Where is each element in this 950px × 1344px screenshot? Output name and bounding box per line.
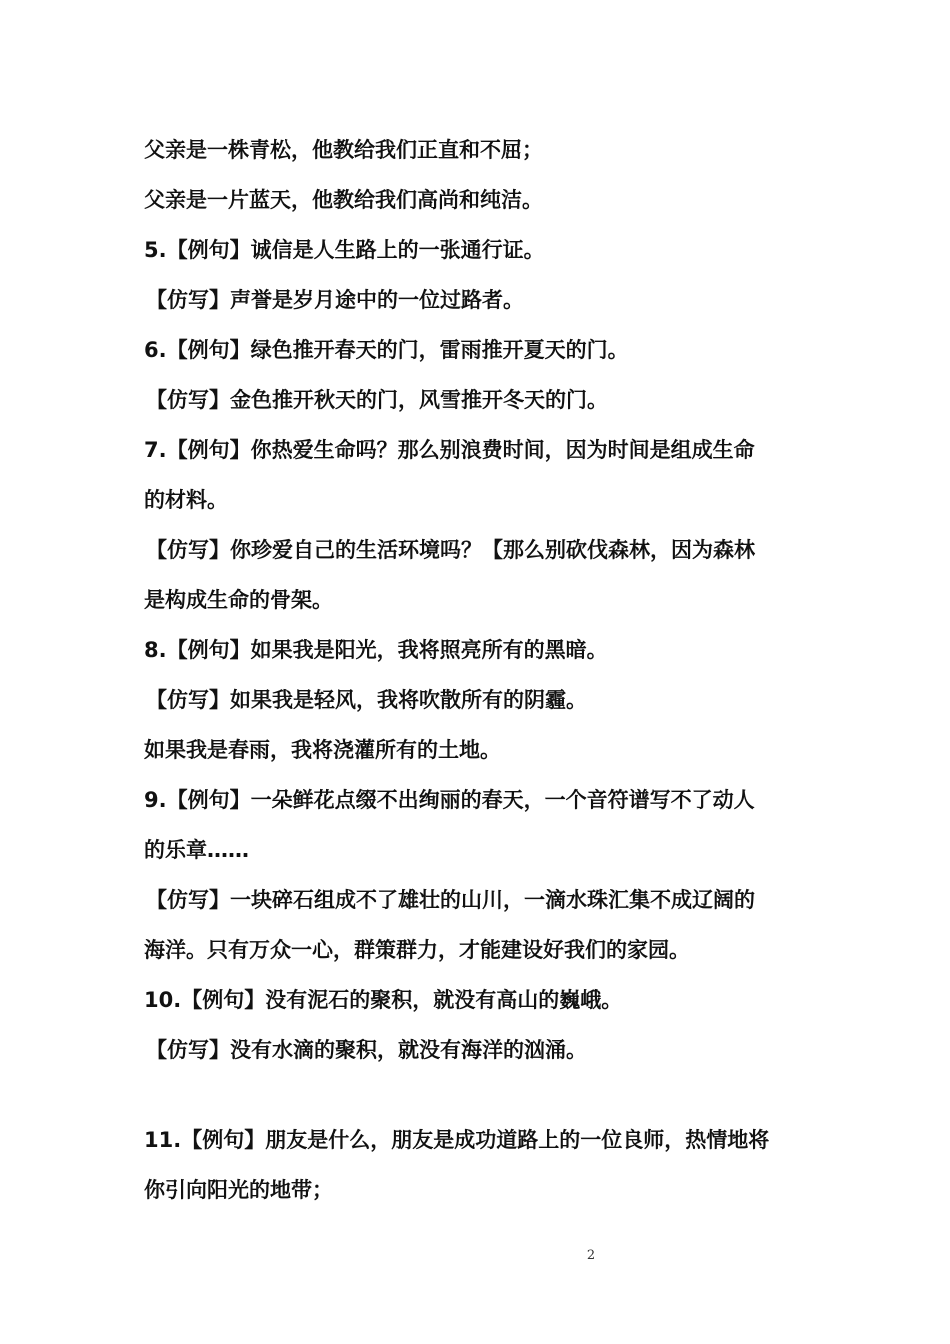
example-line: 10.【例句】没有泥石的聚积，就没有高山的巍峨。 — [144, 988, 623, 1012]
imitation-line-continued: 是构成生命的骨架。 — [144, 588, 333, 612]
example-line: 7.【例句】你热爱生命吗？那么别浪费时间，因为时间是组成生命 — [144, 438, 755, 462]
example-line-continued: 的乐章…… — [144, 838, 249, 862]
imitation-line: 【仿写】声誉是岁月途中的一位过路者。 — [146, 288, 524, 312]
example-line: 8.【例句】如果我是阳光，我将照亮所有的黑暗。 — [144, 638, 608, 662]
example-line-continued: 的材料。 — [144, 488, 228, 512]
document-body — [144, 125, 814, 1215]
example-line: 6.【例句】绿色推开春天的门，雷雨推开夏天的门。 — [144, 338, 629, 362]
imitation-line: 【仿写】你珍爱自己的生活环境吗？【那么别砍伐森林，因为森林 — [146, 538, 755, 562]
page-number: 2 — [586, 1248, 596, 1263]
example-line-continued: 你引向阳光的地带； — [144, 1178, 333, 1202]
imitation-line-continued: 海洋。只有万众一心，群策群力，才能建设好我们的家园。 — [144, 938, 690, 962]
imitation-line-continued: 如果我是春雨，我将浇灌所有的土地。 — [144, 738, 501, 762]
example-line: 5.【例句】诚信是人生路上的一张通行证。 — [144, 238, 545, 262]
imitation-line: 【仿写】金色推开秋天的门，风雪推开冬天的门。 — [146, 388, 608, 412]
example-line: 11.【例句】朋友是什么，朋友是成功道路上的一位良师，热情地将 — [144, 1128, 770, 1152]
paragraph-gap — [144, 1075, 814, 1115]
text-line: 父亲是一株青松，他教给我们正直和不屈； — [144, 138, 543, 162]
imitation-line: 【仿写】没有水滴的聚积，就没有海洋的汹涌。 — [146, 1038, 587, 1062]
text-line: 父亲是一片蓝天，他教给我们高尚和纯洁。 — [144, 188, 543, 212]
example-line: 9.【例句】一朵鲜花点缀不出绚丽的春天，一个音符谱写不了动人 — [144, 788, 755, 812]
imitation-line: 【仿写】一块碎石组成不了雄壮的山川，一滴水珠汇集不成辽阔的 — [146, 888, 755, 912]
imitation-line: 【仿写】如果我是轻风，我将吹散所有的阴霾。 — [146, 688, 587, 712]
